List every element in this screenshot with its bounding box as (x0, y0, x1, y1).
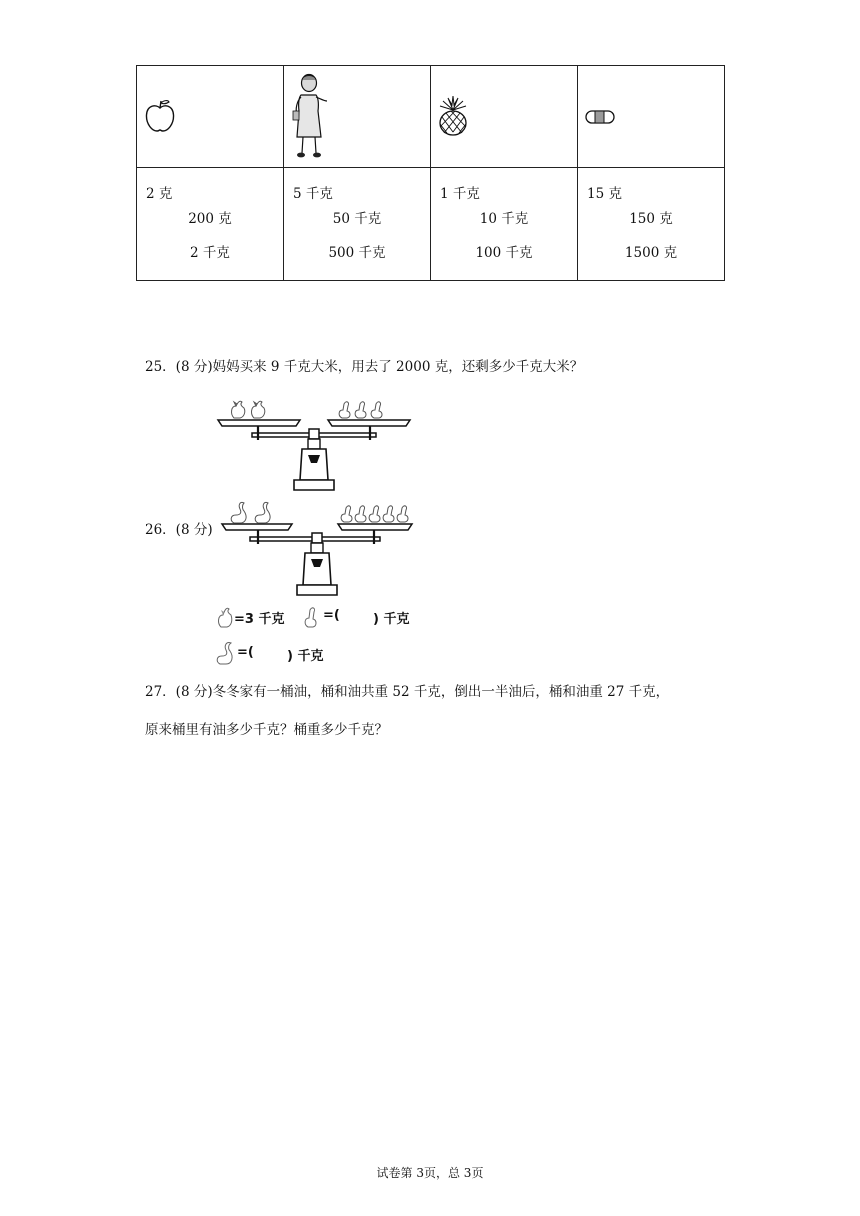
balance-scale-1 (216, 394, 412, 496)
choices-pineapple (431, 168, 578, 281)
equation-line-1 (215, 603, 455, 629)
question-27-line-2: 原来桶里有油多少千克？桶重多少千克？ (145, 722, 388, 738)
option-text: 200 克 (188, 211, 232, 227)
equation-duck-open: =( (323, 608, 340, 623)
equation-line-2 (215, 638, 415, 666)
pineapple-cell (431, 66, 578, 168)
option-text: 5 千克 (293, 186, 333, 202)
option-text: 2 千克 (190, 245, 230, 261)
option-text: 10 千克 (479, 211, 529, 227)
equation-goose-unit: ) 千克 (287, 649, 324, 664)
option-text: 100 千克 (475, 245, 533, 261)
question-27-line-1: 27．(8 分)冬冬家有一桶油，桶和油共重 52 千克，倒出一半油后，桶和油重 27 千克， (145, 684, 670, 700)
option-text: 15 克 (587, 186, 622, 202)
option-text: 50 千克 (332, 211, 382, 227)
option-text: 2 克 (146, 186, 173, 202)
goose-icon (231, 502, 270, 523)
page-footer: 试卷第 3页，总 3页 (376, 1166, 484, 1180)
eraser-icon (585, 110, 615, 124)
option-text: 1 千克 (440, 186, 480, 202)
pineapple-icon (438, 96, 468, 136)
option-text: 500 千克 (328, 245, 386, 261)
apple-cell (137, 66, 284, 168)
option-text: 1500 克 (624, 245, 678, 261)
duck-icon (303, 603, 321, 629)
question-25: 25．(8 分)妈妈买来 9 千克大米，用去了 2000 克，还剩多少千克大米？ (145, 359, 584, 375)
option-text: 150 克 (629, 211, 673, 227)
hen-icon (232, 401, 265, 418)
woman-icon (289, 71, 329, 161)
equation-hen-value: =3 千克 (234, 612, 285, 627)
duck-icon (341, 506, 408, 522)
apple-icon (144, 98, 176, 134)
question-26-label: 26．(8 分) (145, 522, 213, 538)
balance-scale-2 (220, 497, 416, 599)
choices-woman (284, 168, 431, 281)
hen-icon (215, 603, 233, 629)
goose-icon (215, 638, 237, 666)
options-table (136, 65, 725, 281)
woman-cell (284, 66, 431, 168)
choices-eraser (578, 168, 725, 281)
equation-duck-unit: ) 千克 (373, 612, 410, 627)
choices-apple (137, 168, 284, 281)
eraser-cell (578, 66, 725, 168)
equation-goose-open: =( (237, 645, 254, 660)
duck-icon (339, 402, 382, 418)
